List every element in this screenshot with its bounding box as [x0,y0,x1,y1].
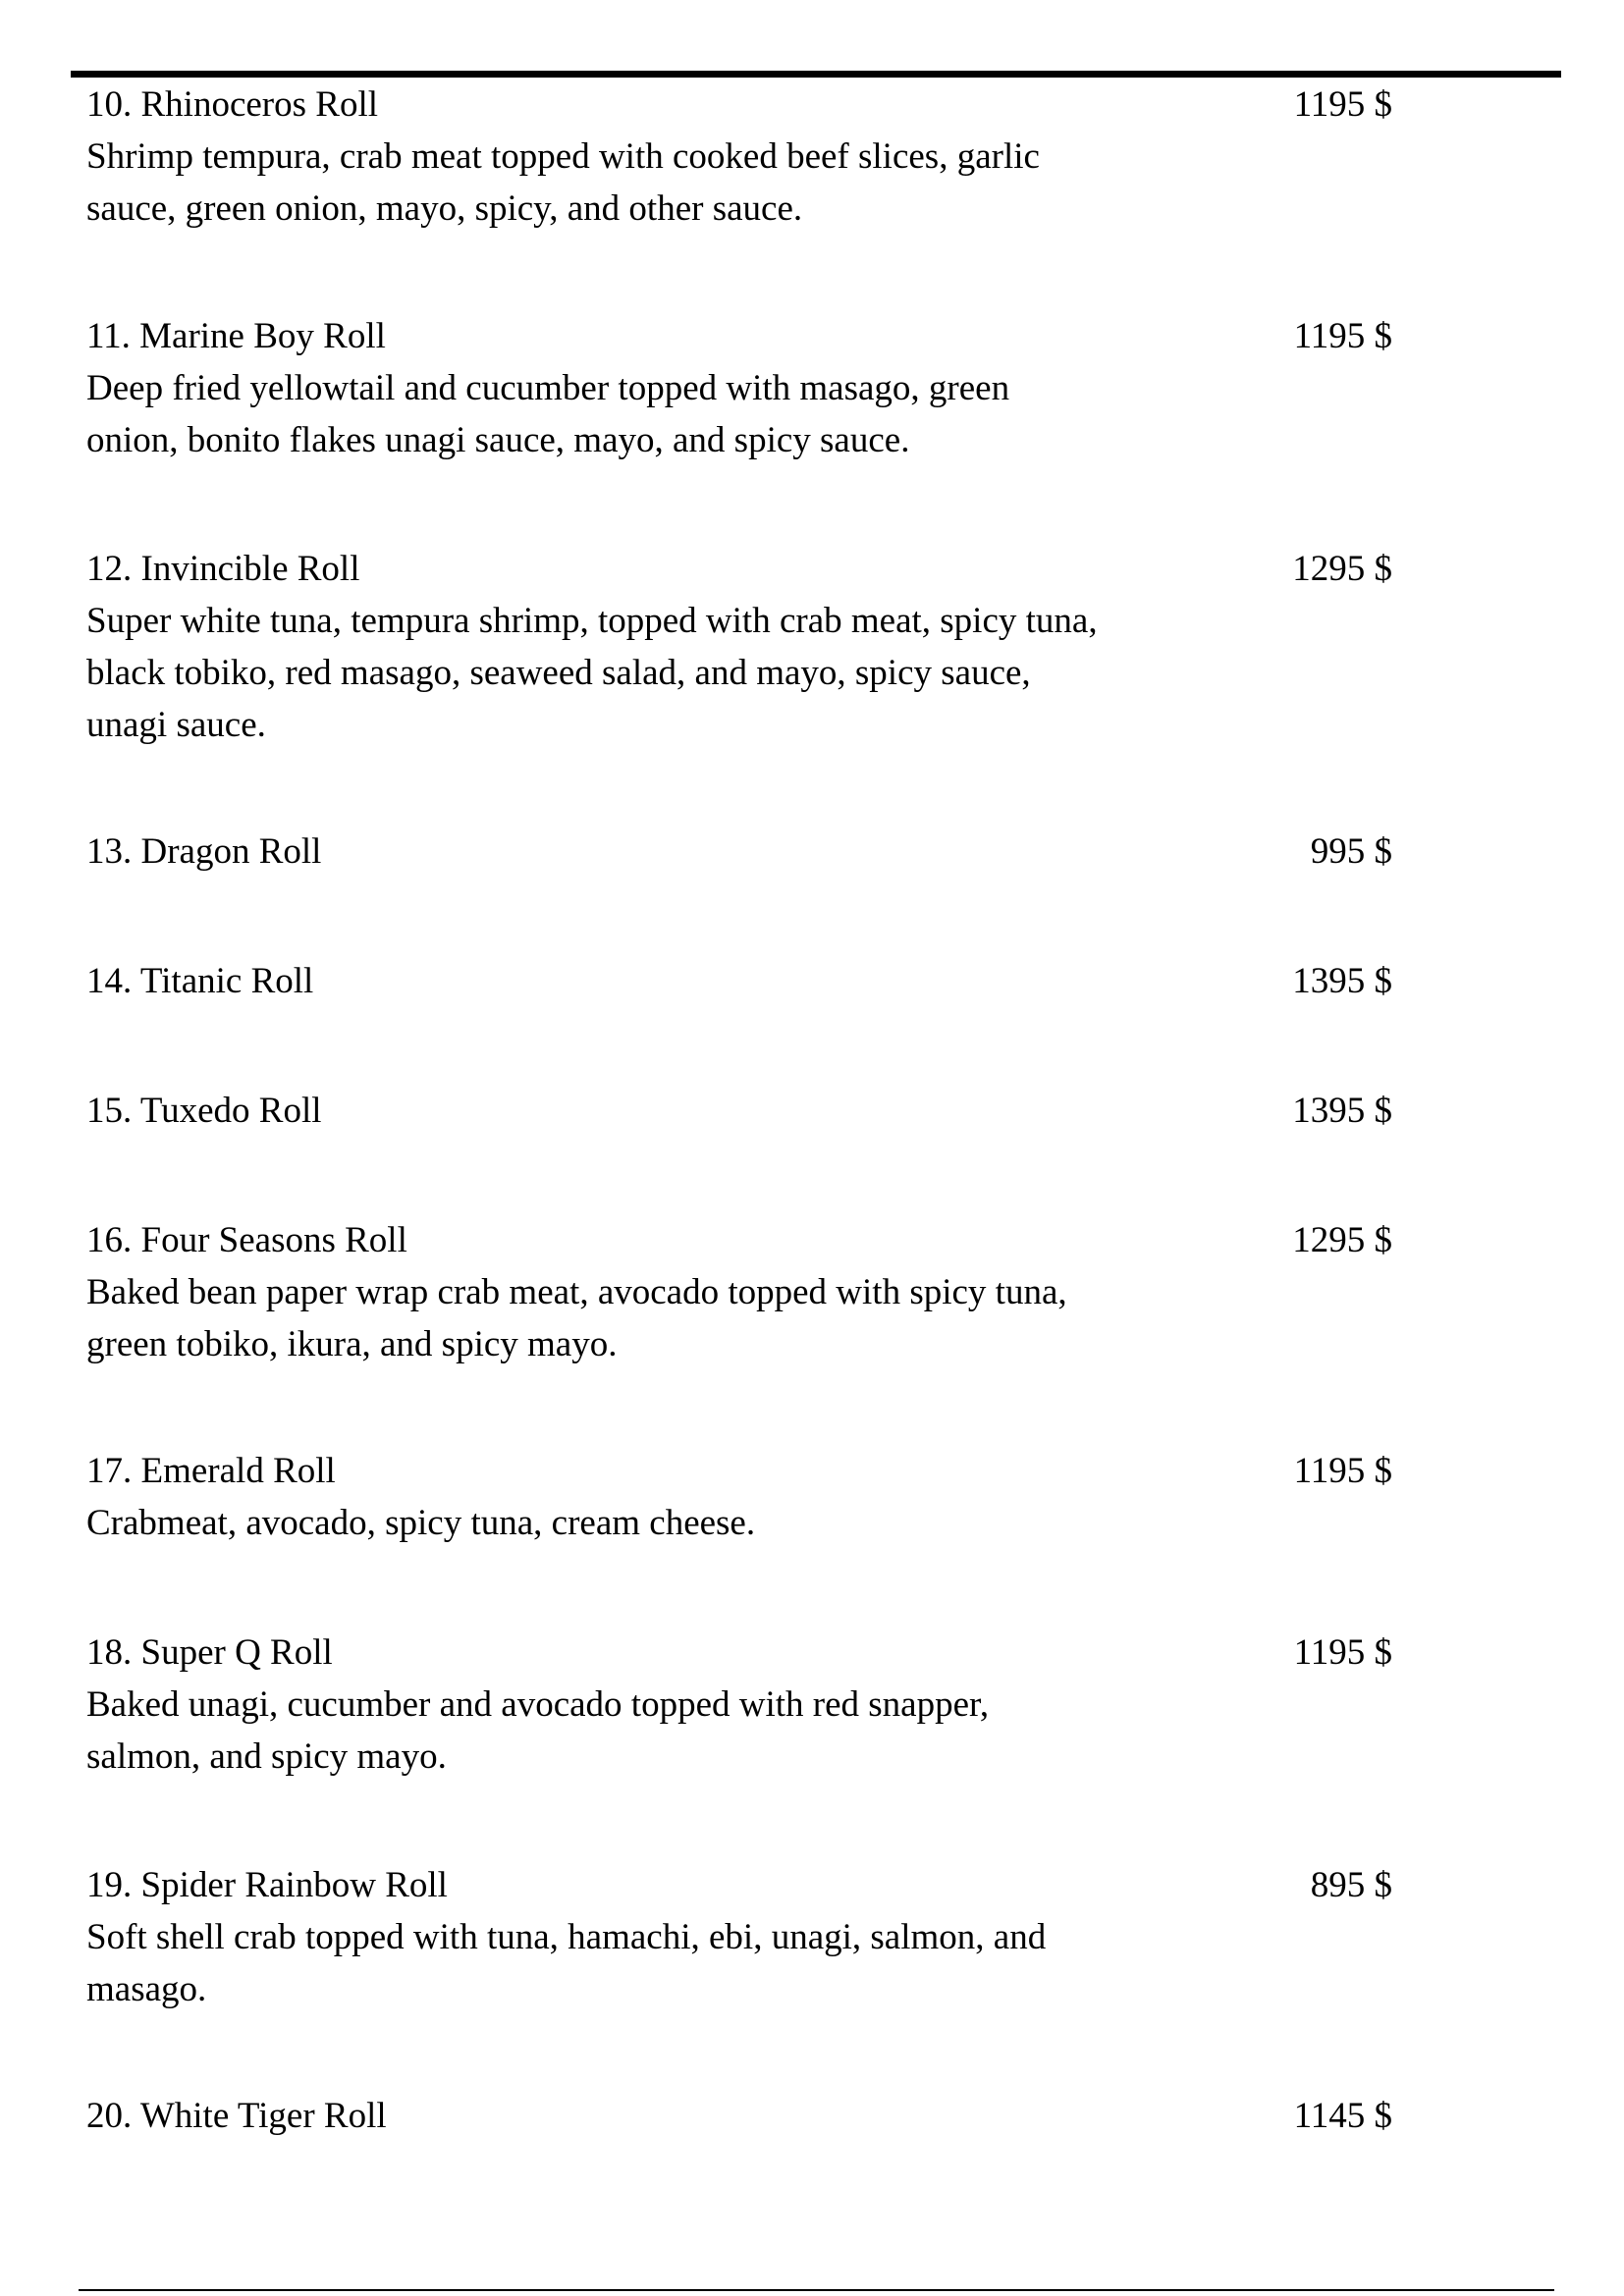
item-description: Baked bean paper wrap crab meat, avocado topped with spicy tuna, [86,1272,1067,1312]
menu-item [86,310,1392,466]
item-title: 15. Tuxedo Roll [86,1091,322,1131]
item-title: 13. Dragon Roll [86,831,322,872]
item-title: 18. Super Q Roll [86,1632,333,1673]
menu-item [86,1085,1392,1137]
item-description: Soft shell crab topped with tuna, hamachi, ebi, unagi, salmon, and [86,1917,1047,1957]
menu-item [86,1627,1392,1783]
menu-item [86,1859,1392,2015]
item-price: 995 $ [1310,831,1392,872]
item-description: black tobiko, red masago, seaweed salad, and mayo, spicy sauce, [86,653,1031,693]
item-description: Super white tuna, tempura shrimp, topped with crab meat, spicy tuna, [86,601,1098,641]
menu-item [86,826,1392,878]
item-title: 16. Four Seasons Roll [86,1220,407,1260]
item-description: Baked unagi, cucumber and avocado topped with red snapper, [86,1684,990,1725]
item-title: 10. Rhinoceros Roll [86,84,379,125]
item-title: 14. Titanic Roll [86,961,314,1001]
item-title: 20. White Tiger Roll [86,2096,387,2136]
item-title: 12. Invincible Roll [86,549,360,589]
menu-item [86,1445,1392,1549]
item-price: 1145 $ [1293,2096,1392,2136]
item-description: unagi sauce. [86,705,266,745]
menu-item [86,1214,1392,1370]
item-price: 1195 $ [1293,1632,1392,1673]
item-description: masago. [86,1969,207,2009]
menu-item [86,955,1392,1007]
item-description: salmon, and spicy mayo. [86,1736,447,1777]
item-description: Crabmeat, avocado, spicy tuna, cream cheese. [86,1503,756,1543]
item-title: 19. Spider Rainbow Roll [86,1865,448,1905]
menu-item [86,543,1392,751]
menu-item [86,79,1392,235]
bottom-divider [79,2289,1554,2291]
item-description: green tobiko, ikura, and spicy mayo. [86,1324,618,1364]
item-description: Shrimp tempura, crab meat topped with cooked beef slices, garlic [86,136,1040,177]
menu-item [86,2090,1392,2142]
item-price: 895 $ [1310,1865,1392,1905]
item-price: 1295 $ [1292,1220,1392,1260]
item-price: 1395 $ [1292,1091,1392,1131]
item-description: onion, bonito flakes unagi sauce, mayo, and spicy sauce. [86,420,910,460]
item-price: 1195 $ [1293,316,1392,356]
item-title: 11. Marine Boy Roll [86,316,386,356]
item-price: 1395 $ [1292,961,1392,1001]
item-title: 17. Emerald Roll [86,1451,336,1491]
item-description: Deep fried yellowtail and cucumber topped with masago, green [86,368,1010,408]
item-price: 1195 $ [1293,84,1392,125]
item-price: 1295 $ [1292,549,1392,589]
item-description: sauce, green onion, mayo, spicy, and other sauce. [86,188,803,229]
item-price: 1195 $ [1293,1451,1392,1491]
top-divider [71,71,1561,78]
